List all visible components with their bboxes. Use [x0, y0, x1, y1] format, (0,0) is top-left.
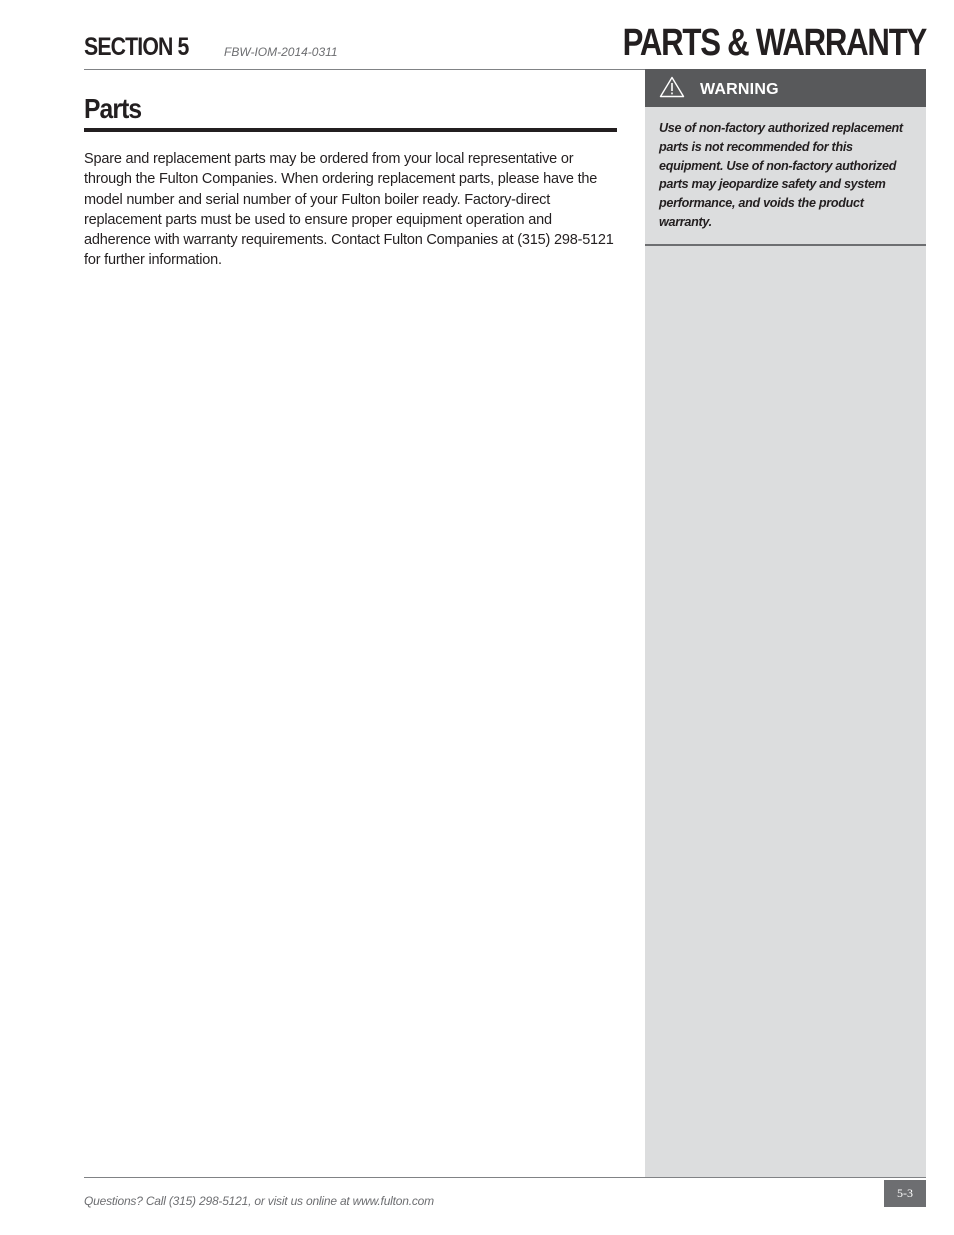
footer-divider	[84, 1177, 926, 1178]
page-title: PARTS & WARRANTY	[622, 22, 926, 64]
parts-heading: Parts	[84, 93, 142, 124]
heading-underline	[84, 128, 617, 132]
warning-title: WARNING	[700, 81, 779, 98]
warning-divider	[645, 244, 926, 246]
document-code: FBW-IOM-2014-0311	[224, 45, 338, 59]
footer-contact-text: Questions? Call (315) 298-5121, or visit us online at www.fulton.com	[84, 1194, 434, 1208]
section-label: SECTION 5	[84, 33, 189, 61]
parts-body-text: Spare and replacement parts may be ordered from your local representative or through the Fulton Companies. When ordering replacement parts, please have the model number and serial number of your Fulton boiler ready. Factory-direct replacement parts must be used to ensure proper equipment operation and adherence with warranty requirements. Contact Fulton Companies at (315) 298-5121 for further information.	[84, 151, 614, 269]
warning-triangle-icon	[659, 76, 685, 98]
page-number: 5-3	[884, 1180, 926, 1207]
warning-header	[645, 69, 926, 107]
sidebar	[645, 69, 926, 1177]
warning-box	[645, 107, 926, 245]
header-divider	[84, 69, 646, 70]
warning-text: Use of non-factory authorized replacement parts is not recommended for this equipment. Use of non-factory authorized parts may jeopardize safety and system performance, and voids the product warranty.	[659, 121, 903, 229]
